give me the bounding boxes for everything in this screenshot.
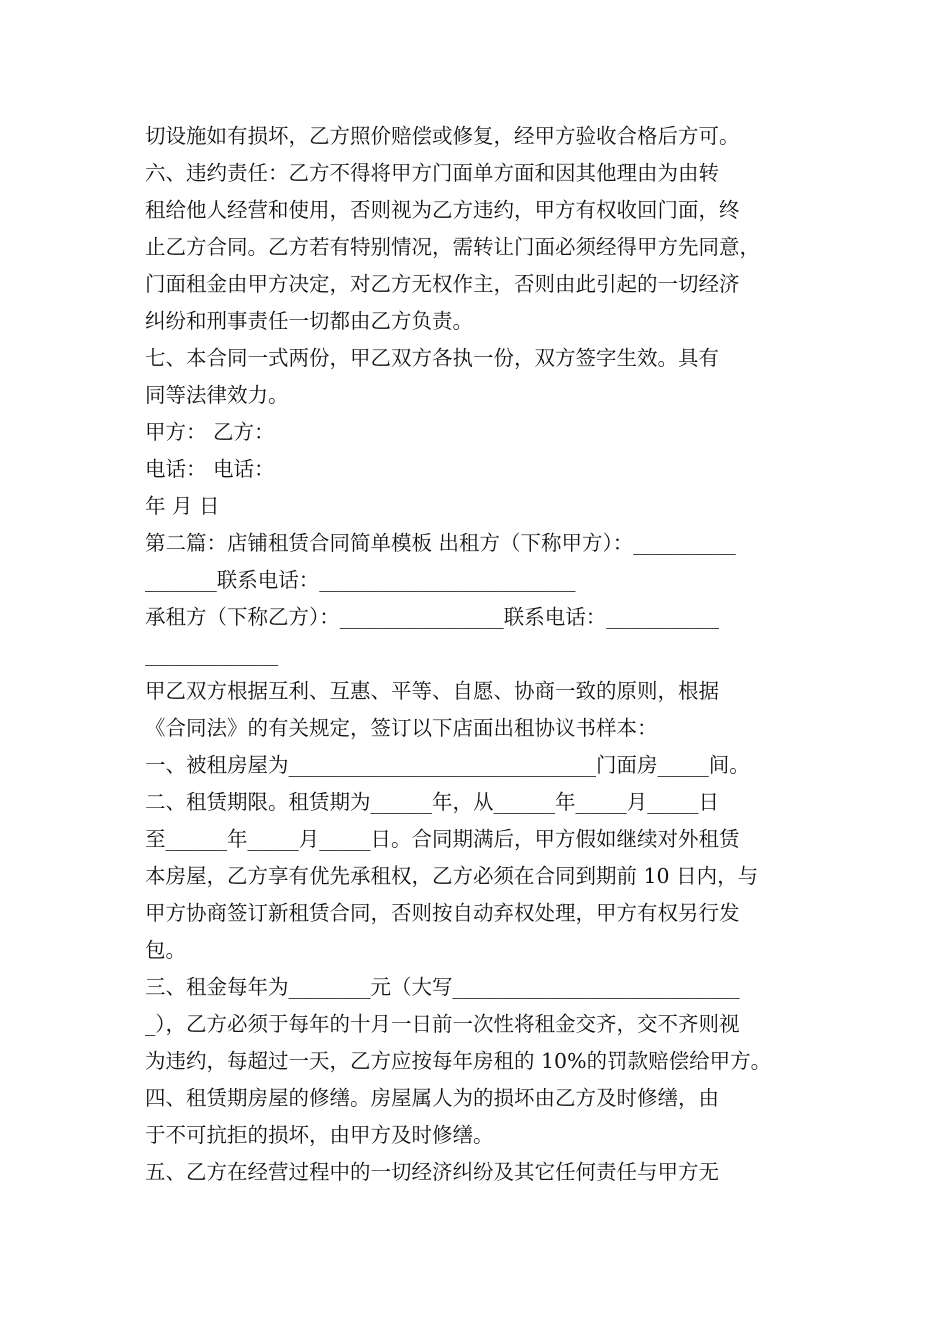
text-line: 二、租赁期限。租赁期为______年，从______年_____月_____日	[145, 790, 719, 814]
text-line: 《合同法》的有关规定，签订以下店面出租协议书样本：	[145, 716, 658, 740]
text-line: 三、租金每年为________元（大写____________________________	[145, 975, 740, 999]
text-line: 甲方： 乙方：	[145, 420, 275, 444]
text-line: 五、乙方在经营过程中的一切经济纠纷及其它任何责任与甲方无	[145, 1160, 719, 1184]
text-line: _______联系电话：_________________________	[145, 568, 576, 592]
text-line: 于不可抗拒的损坏，由甲方及时修缮。	[145, 1123, 494, 1147]
text-line: 七、本合同一式两份，甲乙双方各执一份，双方签字生效。具有	[145, 346, 719, 370]
text-line: 包。	[145, 938, 186, 962]
text-line: 同等法律效力。	[145, 383, 289, 407]
text-line: _____________	[145, 642, 279, 666]
text-line: 甲乙双方根据互利、互惠、平等、自愿、协商一致的原则，根据	[145, 679, 719, 703]
text-line: 六、违约责任：乙方不得将甲方门面单方面和因其他理由为由转	[145, 161, 719, 185]
text-line: 门面租金由甲方决定，对乙方无权作主，否则由此引起的一切经济	[145, 272, 740, 296]
text-line: 本房屋，乙方享有优先承租权，乙方必须在合同到期前 10 日内，与	[145, 864, 759, 888]
text-line: 为违约，每超过一天，乙方应按每年房租的 10%的罚款赔偿给甲方。	[145, 1049, 772, 1073]
text-line: 年 月 日	[145, 494, 220, 518]
text-line: 承租方（下称乙方）：________________联系电话：___________	[145, 605, 719, 629]
text-line: 租给他人经营和使用，否则视为乙方违约，甲方有权收回门面，终	[145, 198, 740, 222]
text-line: 甲方协商签订新租赁合同，否则按自动弃权处理，甲方有权另行发	[145, 901, 740, 925]
text-line: 切设施如有损坏，乙方照价赔偿或修复，经甲方验收合格后方可。	[145, 124, 740, 148]
text-line: _），乙方必须于每年的十月一日前一次性将租金交齐，交不齐则视	[145, 1012, 740, 1036]
text-line: 纠纷和刑事责任一切都由乙方负责。	[145, 309, 473, 333]
text-line: 电话： 电话：	[145, 457, 275, 481]
text-line: 至______年_____月_____日。合同期满后，甲方假如继续对外租赁	[145, 827, 740, 851]
text-line: 四、租赁期房屋的修缮。房屋属人为的损坏由乙方及时修缮，由	[145, 1086, 719, 1110]
text-line: 一、被租房屋为______________________________门面房_____间。	[145, 753, 750, 777]
text-line: 止乙方合同。乙方若有特别情况，需转让门面必须经得甲方先同意，	[145, 235, 760, 259]
text-line: 第二篇：店铺租赁合同简单模板 出租方（下称甲方）：__________	[145, 531, 736, 555]
